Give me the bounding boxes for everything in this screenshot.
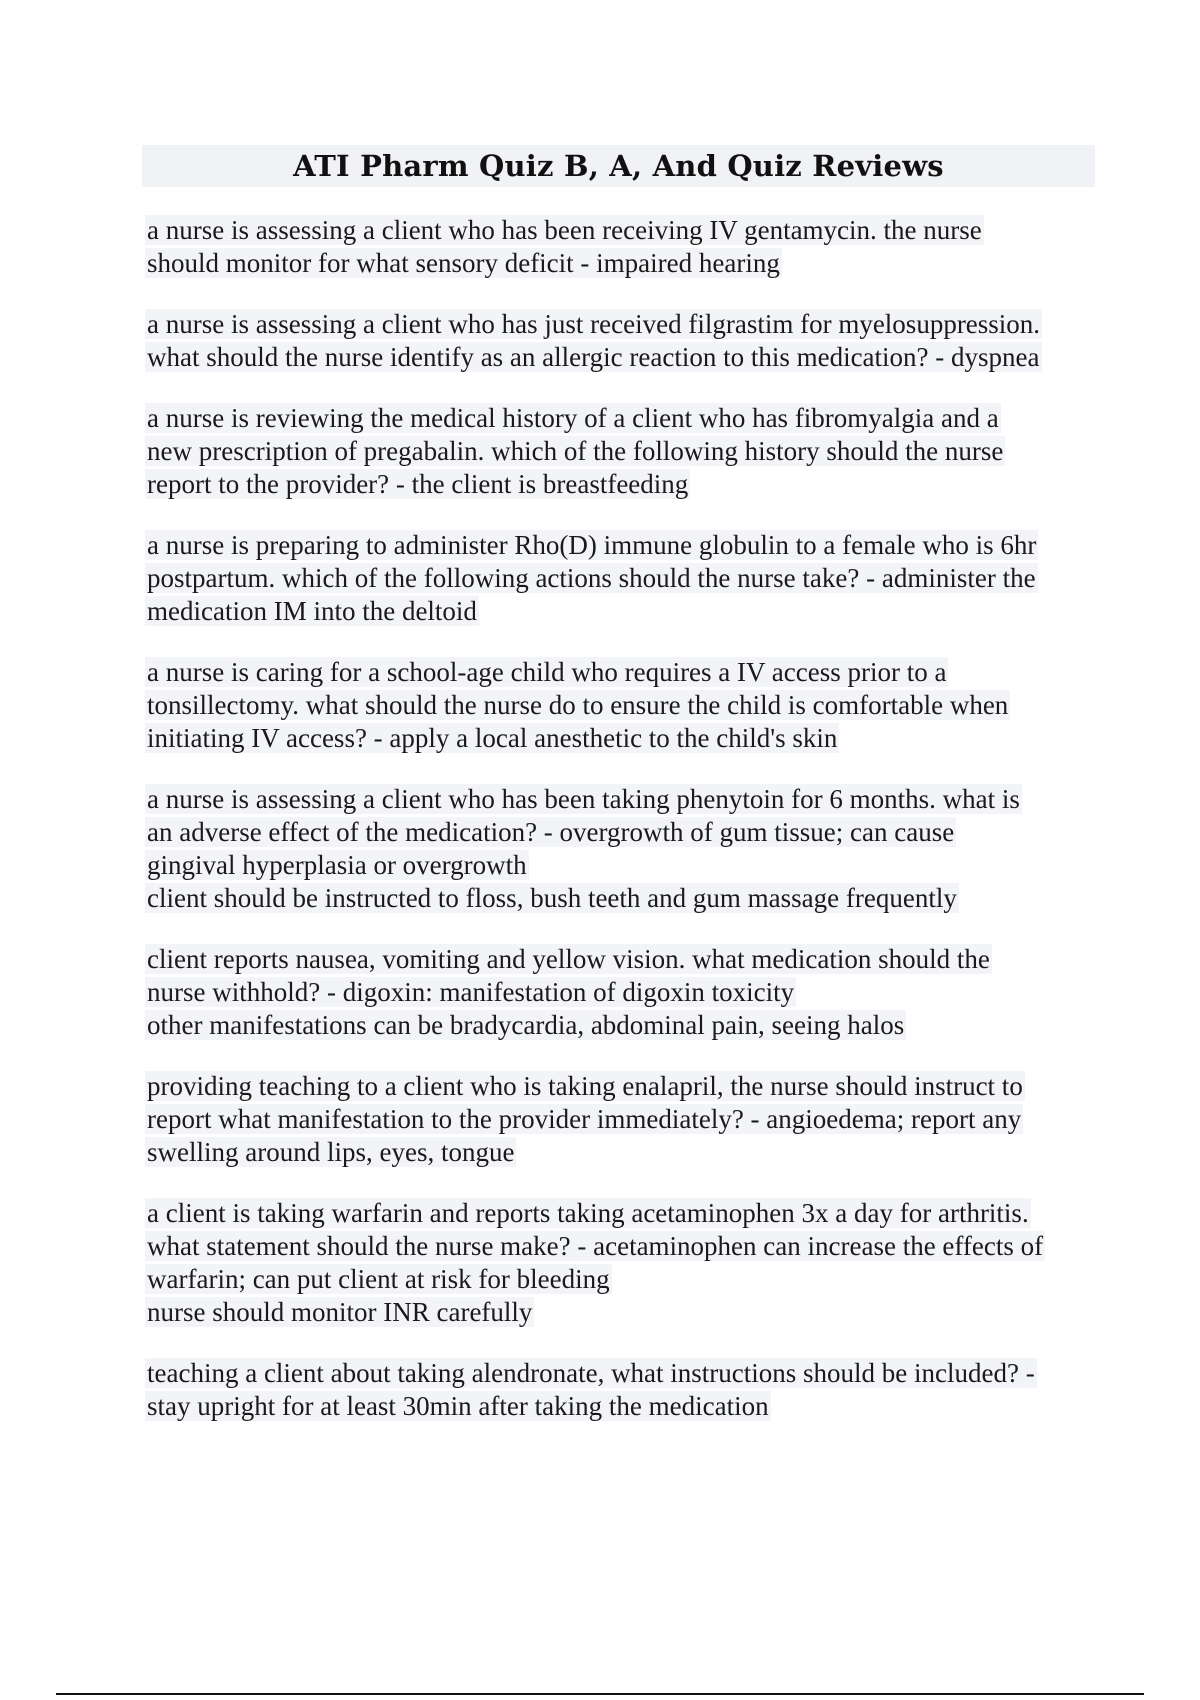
qa-item bbox=[145, 214, 1095, 280]
qa-text: tonsillectomy. what should the nurse do to ensure the child is comfortable when bbox=[147, 690, 1009, 720]
qa-text: swelling around lips, eyes, tongue bbox=[147, 1137, 515, 1167]
qa-item bbox=[145, 943, 1095, 1042]
qa-line bbox=[145, 1197, 1095, 1230]
qa-text: an adverse effect of the medication? - overgrowth of gum tissue; can cause bbox=[147, 817, 955, 847]
qa-text: warfarin; can put client at risk for bleeding bbox=[147, 1264, 610, 1294]
qa-item bbox=[145, 402, 1095, 501]
qa-text: gingival hyperplasia or overgrowth bbox=[147, 850, 527, 880]
page-title: ATI Pharm Quiz B, A, And Quiz Reviews bbox=[293, 149, 944, 183]
qa-text: teaching a client about taking alendronate, what instructions should be included? - bbox=[147, 1358, 1035, 1388]
qa-line bbox=[145, 529, 1095, 562]
qa-text: nurse should monitor INR carefully bbox=[147, 1297, 533, 1327]
qa-line bbox=[145, 783, 1095, 816]
qa-text: other manifestations can be bradycardia, abdominal pain, seeing halos bbox=[147, 1010, 905, 1040]
qa-line bbox=[145, 849, 1095, 882]
qa-text: providing teaching to a client who is taking enalapril, the nurse should instruct to bbox=[147, 1071, 1023, 1101]
qa-list bbox=[145, 214, 1095, 1451]
qa-text: nurse withhold? - digoxin: manifestation of digoxin toxicity bbox=[147, 977, 795, 1007]
qa-line bbox=[145, 308, 1095, 341]
qa-line bbox=[145, 1263, 1095, 1296]
qa-item bbox=[145, 1070, 1095, 1169]
qa-item bbox=[145, 1357, 1095, 1423]
qa-text: medication IM into the deltoid bbox=[147, 596, 477, 626]
qa-item bbox=[145, 656, 1095, 755]
qa-item bbox=[145, 1197, 1095, 1329]
qa-line bbox=[145, 1230, 1095, 1263]
qa-line bbox=[145, 1009, 1095, 1042]
qa-line bbox=[145, 1357, 1095, 1390]
qa-line bbox=[145, 976, 1095, 1009]
qa-item bbox=[145, 783, 1095, 915]
qa-line bbox=[145, 1070, 1095, 1103]
qa-item bbox=[145, 308, 1095, 374]
qa-text: what statement should the nurse make? - acetaminophen can increase the effects of bbox=[147, 1231, 1044, 1261]
qa-line bbox=[145, 882, 1095, 915]
qa-line bbox=[145, 402, 1095, 435]
qa-text: what should the nurse identify as an allergic reaction to this medication? - dyspnea bbox=[147, 342, 1040, 372]
qa-line bbox=[145, 1103, 1095, 1136]
footer-divider bbox=[56, 1693, 1144, 1695]
qa-line bbox=[145, 816, 1095, 849]
qa-text: a nurse is assessing a client who has just received filgrastim for myelosuppression. bbox=[147, 309, 1041, 339]
qa-text: report what manifestation to the provider immediately? - angioedema; report any bbox=[147, 1104, 1022, 1134]
qa-line bbox=[145, 656, 1095, 689]
title-bar bbox=[142, 145, 1095, 187]
qa-line bbox=[145, 247, 1095, 280]
qa-line bbox=[145, 562, 1095, 595]
qa-text: a nurse is reviewing the medical history of a client who has fibromyalgia and a bbox=[147, 403, 999, 433]
qa-text: new prescription of pregabalin. which of the following history should the nurse bbox=[147, 436, 1004, 466]
qa-line bbox=[145, 943, 1095, 976]
qa-text: a client is taking warfarin and reports taking acetaminophen 3x a day for arthritis. bbox=[147, 1198, 1029, 1228]
qa-line bbox=[145, 1390, 1095, 1423]
qa-line bbox=[145, 689, 1095, 722]
qa-text: initiating IV access? - apply a local anesthetic to the child's skin bbox=[147, 723, 838, 753]
qa-text: client should be instructed to floss, bush teeth and gum massage frequently bbox=[147, 883, 957, 913]
qa-text: a nurse is preparing to administer Rho(D) immune globulin to a female who is 6hr bbox=[147, 530, 1037, 560]
qa-text: stay upright for at least 30min after taking the medication bbox=[147, 1391, 769, 1421]
qa-text: a nurse is assessing a client who has been taking phenytoin for 6 months. what is bbox=[147, 784, 1020, 814]
qa-item bbox=[145, 529, 1095, 628]
qa-line bbox=[145, 341, 1095, 374]
qa-line bbox=[145, 435, 1095, 468]
qa-text: client reports nausea, vomiting and yellow vision. what medication should the bbox=[147, 944, 990, 974]
qa-line bbox=[145, 1136, 1095, 1169]
qa-line bbox=[145, 468, 1095, 501]
qa-text: a nurse is caring for a school-age child who requires a IV access prior to a bbox=[147, 657, 947, 687]
qa-line bbox=[145, 1296, 1095, 1329]
qa-line bbox=[145, 722, 1095, 755]
qa-line bbox=[145, 595, 1095, 628]
qa-line bbox=[145, 214, 1095, 247]
qa-text: a nurse is assessing a client who has been receiving IV gentamycin. the nurse bbox=[147, 215, 982, 245]
qa-text: should monitor for what sensory deficit - impaired hearing bbox=[147, 248, 780, 278]
qa-text: postpartum. which of the following actions should the nurse take? - administer the bbox=[147, 563, 1036, 593]
qa-text: report to the provider? - the client is breastfeeding bbox=[147, 469, 689, 499]
